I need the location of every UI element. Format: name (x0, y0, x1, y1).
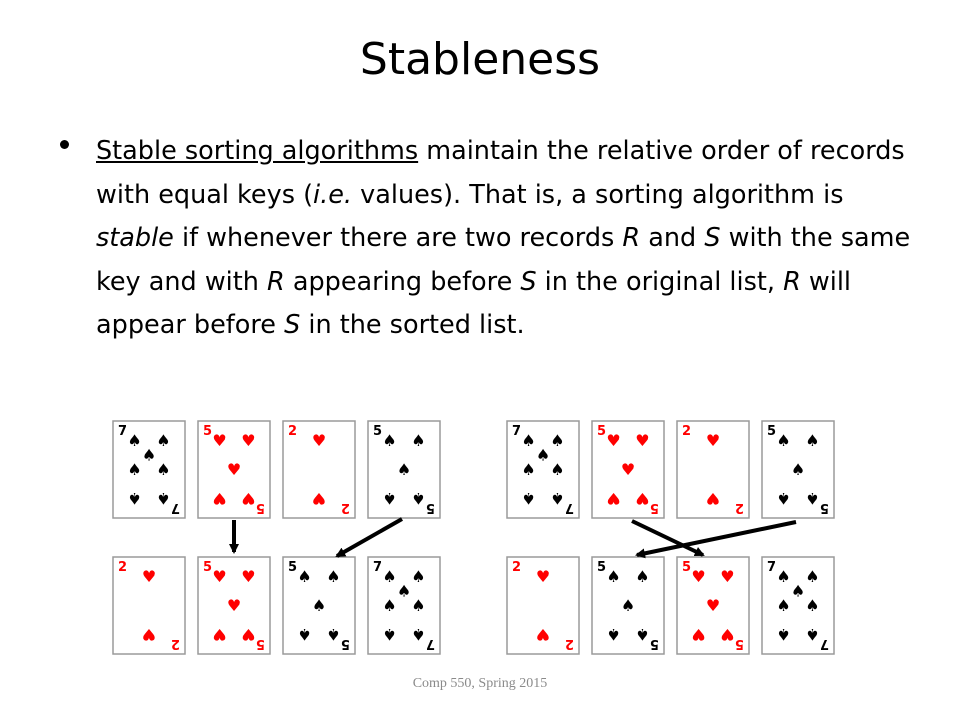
heart-icon: ♥ (705, 430, 721, 450)
bullet-seg: and (640, 223, 705, 253)
spade-icon: ♠ (326, 625, 341, 645)
spade-icon: ♠ (521, 489, 536, 509)
card-rank-label-rotated: 2 (340, 500, 350, 515)
bullet-seg: in the sorted list. (300, 310, 525, 340)
bullet-seg: appearing before (284, 266, 521, 297)
heart-icon: ♥ (241, 566, 256, 586)
heart-icon: ♥ (212, 566, 227, 586)
heart-icon: ♥ (226, 596, 242, 615)
card-rank-label: 2 (512, 560, 522, 575)
heart-icon: ♥ (141, 625, 157, 645)
spade-icon: ♠ (776, 566, 791, 586)
playing-card-5-spade (368, 421, 440, 518)
heart-icon: ♥ (241, 430, 256, 450)
spade-icon: ♠ (550, 460, 565, 479)
card-rank-label-rotated: 5 (425, 500, 435, 515)
spade-icon: ♠ (411, 566, 426, 586)
heart-icon: ♥ (691, 625, 706, 645)
spade-icon: ♠ (382, 489, 397, 509)
spade-icon: ♠ (382, 430, 397, 450)
card-rank-label-rotated: 5 (734, 636, 744, 651)
card-rank-label: 5 (203, 560, 213, 575)
card-rank-label-rotated: 5 (819, 500, 829, 515)
card-rank-label: 5 (203, 424, 213, 439)
spade-icon: ♠ (156, 430, 171, 450)
spade-icon: ♠ (521, 460, 536, 479)
playing-card-5-spade (283, 557, 355, 654)
stable-sort-panel (113, 421, 440, 654)
spade-icon: ♠ (382, 625, 397, 645)
playing-card-5-heart (198, 421, 270, 518)
playing-card-7-spade (368, 557, 440, 654)
bullet-seg: if whenever there are two records (173, 223, 623, 253)
spade-icon: ♠ (805, 430, 820, 450)
bullet-seg: with the same key and with (96, 223, 911, 297)
spade-icon: ♠ (326, 566, 341, 586)
card-rank-label: 7 (373, 560, 383, 575)
bullet-seg: maintain the relative order of records with equal keys ( (96, 136, 905, 210)
card-rank-label-rotated: 5 (255, 500, 265, 515)
spade-icon: ♠ (776, 489, 791, 509)
bullet-seg: values). That is, a sorting algorithm is (352, 179, 844, 210)
card-rank-label: 7 (767, 560, 777, 575)
arrow-right-5-spade (637, 522, 796, 555)
heart-icon: ♥ (535, 625, 551, 645)
card-rank-label: 7 (118, 424, 128, 439)
bullet-seg-italic: R (267, 266, 285, 297)
bullet-seg-italic: S (704, 223, 721, 253)
playing-card-2-heart (283, 421, 355, 518)
playing-card-7-spade (507, 421, 579, 518)
heart-icon: ♥ (212, 430, 227, 450)
playing-card-2-heart (507, 557, 579, 654)
spade-icon: ♠ (411, 489, 426, 509)
card-rank-label: 2 (288, 424, 298, 439)
heart-icon: ♥ (705, 596, 721, 615)
spade-icon: ♠ (297, 625, 312, 645)
spade-icon: ♠ (382, 566, 397, 586)
card-rank-label: 2 (118, 560, 128, 575)
arrow-left-5-spade (337, 519, 402, 556)
playing-card-7-spade (113, 421, 185, 518)
spade-icon: ♠ (805, 596, 820, 615)
card-rank-label-rotated: 2 (170, 636, 180, 651)
spade-icon: ♠ (606, 625, 621, 645)
heart-icon: ♥ (720, 566, 735, 586)
heart-icon: ♥ (241, 489, 256, 509)
heart-icon: ♥ (635, 430, 650, 450)
playing-card-5-heart (677, 557, 749, 654)
heart-icon: ♥ (606, 489, 621, 509)
bullet-seg-italic: i.e. (313, 179, 353, 210)
spade-icon: ♠ (127, 489, 142, 509)
spade-icon: ♠ (550, 489, 565, 509)
spade-icon: ♠ (156, 460, 171, 479)
bullet-seg-italic: S (520, 266, 537, 297)
playing-card-5-heart (198, 557, 270, 654)
card-rank-label-rotated: 7 (170, 500, 180, 515)
heart-icon: ♥ (212, 625, 227, 645)
playing-card-5-spade (762, 421, 834, 518)
spade-icon: ♠ (776, 430, 791, 450)
card-rank-label: 5 (373, 424, 383, 439)
bullet-seg-italic: R (783, 266, 801, 297)
card-rank-label: 5 (597, 560, 607, 575)
card-rank-label: 2 (682, 424, 692, 439)
card-rank-label: 5 (597, 424, 607, 439)
playing-card-2-heart (677, 421, 749, 518)
spade-icon: ♠ (127, 460, 142, 479)
heart-icon: ♥ (620, 460, 636, 479)
heart-icon: ♥ (212, 489, 227, 509)
card-rank-label-rotated: 5 (649, 500, 659, 515)
spade-icon: ♠ (411, 430, 426, 450)
spade-icon: ♠ (635, 625, 650, 645)
card-rank-label: 5 (682, 560, 692, 575)
spade-icon: ♠ (805, 489, 820, 509)
spade-icon: ♠ (550, 430, 565, 450)
spade-icon: ♠ (311, 596, 327, 615)
playing-card-5-spade (592, 557, 664, 654)
spade-icon: ♠ (535, 445, 551, 465)
bullet-seg: will appear before (96, 266, 851, 340)
card-rank-label-rotated: 2 (564, 636, 574, 651)
heart-icon: ♥ (635, 489, 650, 509)
card-rank-label: 5 (767, 424, 777, 439)
heart-icon: ♥ (311, 430, 327, 450)
bullet-seg: in the original list, (536, 266, 784, 297)
spade-icon: ♠ (297, 566, 312, 586)
spade-icon: ♠ (635, 566, 650, 586)
spade-icon: ♠ (606, 566, 621, 586)
spade-icon: ♠ (396, 460, 412, 479)
heart-icon: ♥ (141, 566, 157, 586)
heart-icon: ♥ (705, 489, 721, 509)
slide-footer: Comp 550, Spring 2015 (412, 676, 548, 691)
heart-icon: ♥ (691, 566, 706, 586)
card-rank-label-rotated: 5 (649, 636, 659, 651)
spade-icon: ♠ (805, 625, 820, 645)
spade-icon: ♠ (382, 596, 397, 615)
spade-icon: ♠ (156, 489, 171, 509)
slide-title: Stableness (359, 34, 601, 85)
card-rank-label: 5 (288, 560, 298, 575)
card-rank-label-rotated: 5 (255, 636, 265, 651)
card-rank-label-rotated: 7 (564, 500, 574, 515)
heart-icon: ♥ (720, 625, 735, 645)
spade-icon: ♠ (790, 581, 806, 601)
heart-icon: ♥ (226, 460, 242, 479)
card-rank-label-rotated: 5 (340, 636, 350, 651)
term-stable-sorting-algorithms: Stable sorting algorithms (96, 136, 419, 166)
spade-icon: ♠ (127, 430, 142, 450)
spade-icon: ♠ (776, 625, 791, 645)
playing-card-7-spade (762, 557, 834, 654)
heart-icon: ♥ (535, 566, 551, 586)
card-rank-label-rotated: 7 (819, 636, 829, 651)
card-rank-label-rotated: 2 (734, 500, 744, 515)
spade-icon: ♠ (776, 596, 791, 615)
spade-icon: ♠ (411, 625, 426, 645)
heart-icon: ♥ (241, 625, 256, 645)
bullet-seg-italic: S (284, 310, 301, 340)
spade-icon: ♠ (141, 445, 157, 465)
arrow-group (234, 519, 796, 556)
spade-icon: ♠ (805, 566, 820, 586)
playing-card-2-heart (113, 557, 185, 654)
spade-icon: ♠ (411, 596, 426, 615)
playing-card-5-heart (592, 421, 664, 518)
card-rank-label: 7 (512, 424, 522, 439)
heart-icon: ♥ (606, 430, 621, 450)
bullet-seg-italic: R (622, 223, 641, 253)
spade-icon: ♠ (521, 430, 536, 450)
bullet-seg-italic: stable (96, 223, 174, 253)
card-rank-label-rotated: 7 (425, 636, 435, 651)
spade-icon: ♠ (396, 581, 412, 601)
heart-icon: ♥ (311, 489, 327, 509)
spade-icon: ♠ (790, 460, 806, 479)
spade-icon: ♠ (620, 596, 636, 615)
